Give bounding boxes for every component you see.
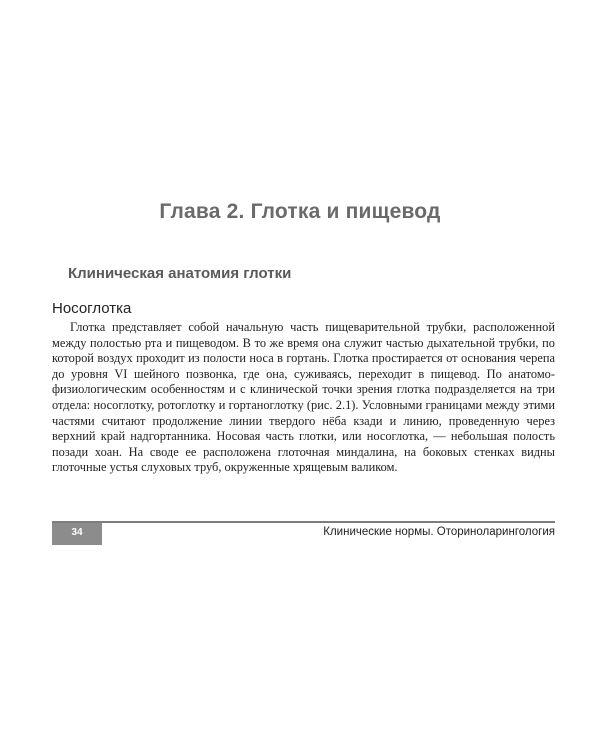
footer-rule <box>52 521 555 523</box>
page-number: 34 <box>71 527 83 538</box>
section-title: Клиническая анатомия глотки <box>68 265 292 282</box>
subsection-title: Носоглотка <box>52 300 132 317</box>
body-paragraph: Глотка представляет собой начальную часть пищеварительной трубки, расположенной между полостью рта и пищеводом. В то же время она служит частью дыхательной трубки, по которой воздух проходит из полости носа в гортань. Глотка простирается от основания черепа до уровня VI шейного позвонка, где она, суживаясь, переходит в пищевод. По анатомо-физиологическим особенностям и с клинической точки зрения глотка подразделяется на три отдела: носоглотку, ротоглотку и гортаноглотку (рис. 2.1). Условными границами между этими частями считают продолжение линии твердого нёба кзади и линию, проведенную через верхний край надгортанника. Носовая часть глотки, или носоглотка, — небольшая полость позади хоан. На своде ее расположена глоточная миндалина, на боковых стенках видны глоточные устья слуховых труб, окруженные хрящевым валиком. <box>52 320 555 475</box>
running-footer-title: Клинические нормы. Оториноларингология <box>323 526 555 538</box>
chapter-title: Глава 2. Глотка и пищевод <box>159 200 441 223</box>
